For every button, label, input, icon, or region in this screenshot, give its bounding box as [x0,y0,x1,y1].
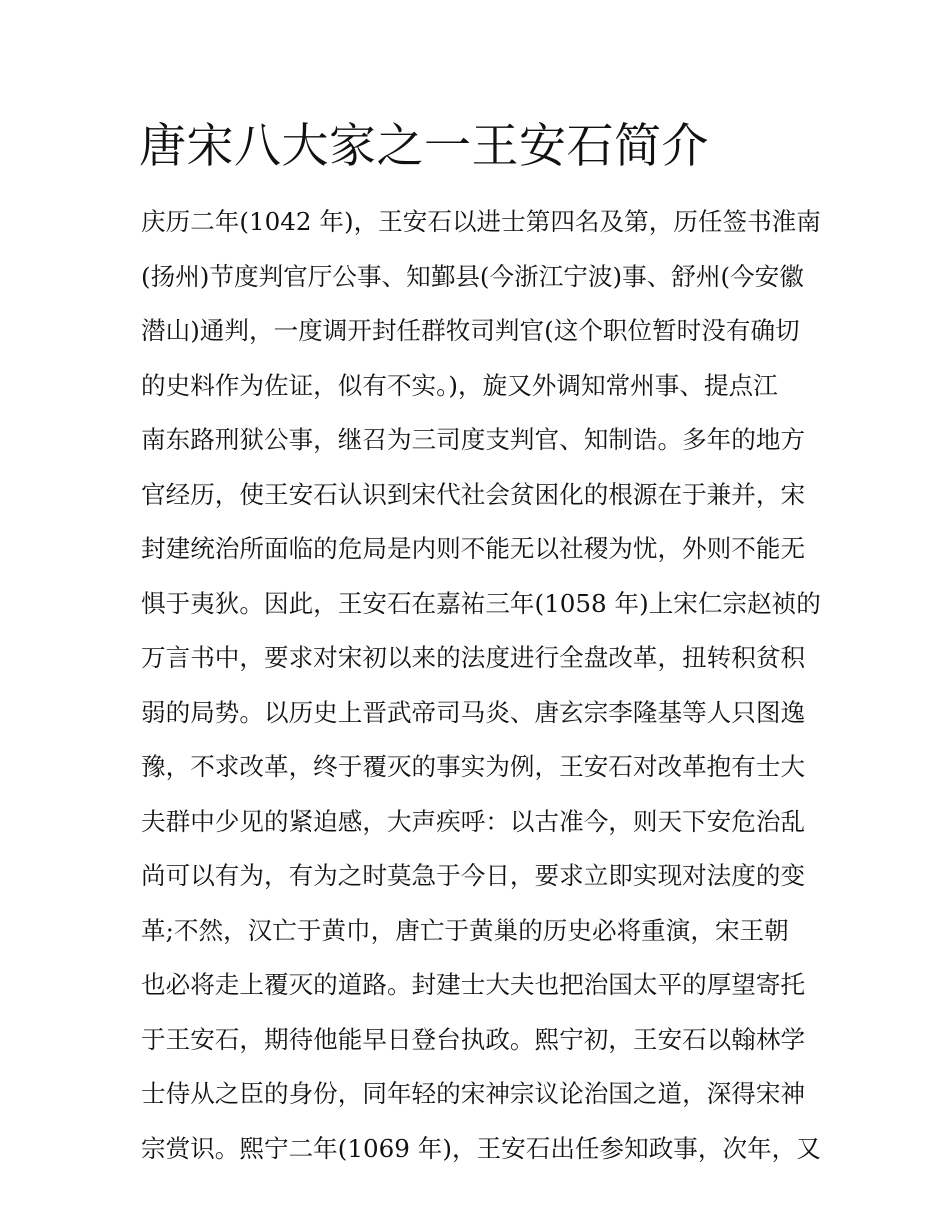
text-line: 弱的局势。以历史上晋武帝司马炎、唐玄宗李隆基等人只图逸 [141,697,806,727]
text-line: 的史料作为佐证，似有不实。)，旋又外调知常州事、提点江 [141,370,778,400]
text-line: 士侍从之臣的身份，同年轻的宋神宗议论治国之道，深得宋神 [141,1079,806,1108]
text-line: 也必将走上覆灭的道路。封建士大夫也把治国太平的厚望寄托 [141,970,806,999]
page-title: 唐宋八大家之一王安石简介 [139,119,709,174]
text-line: 尚可以有为，有为之时莫急于今日，要求立即实现对法度的变 [141,861,806,890]
text-line: (扬州)节度判官厅公事、知鄞县(今浙江宁波)事、舒州(今安徽 [141,261,804,291]
text-line: 夫群中少见的紧迫感，大声疾呼：以古准今，则天下安危治乱 [141,806,806,836]
text-line: 万言书中，要求对宋初以来的法度进行全盘改革，扭转积贫积 [141,643,806,672]
text-line: 庆历二年(1042 年)，王安石以进士第四名及第，历任签书淮南 [141,207,821,236]
text-line: 于王安石，期待他能早日登台执政。熙宁初，王安石以翰林学 [141,1024,806,1054]
text-line: 惧于夷狄。因此，王安石在嘉祐三年(1058 年)上宋仁宗赵祯的 [141,588,821,618]
text-line: 潜山)通判，一度调开封任群牧司判官(这个职位暂时没有确切 [141,316,800,345]
text-line: 封建统治所面临的危局是内则不能无以社稷为忧，外则不能无 [141,534,806,563]
text-line: 官经历，使王安石认识到宋代社会贫困化的根源在于兼并，宋 [141,479,806,509]
text-line: 南东路刑狱公事，继召为三司度支判官、知制诰。多年的地方 [141,425,806,454]
text-line: 宗赏识。熙宁二年(1069 年)，王安石出任参知政事，次年，又 [141,1133,821,1163]
text-line: 革;不然，汉亡于黄巾，唐亡于黄巢的历史必将重演，宋王朝 [141,915,789,945]
body-paragraph [141,195,821,1176]
text-line: 豫，不求改革，终于覆灭的事实为例，王安石对改革抱有士大 [141,752,806,781]
